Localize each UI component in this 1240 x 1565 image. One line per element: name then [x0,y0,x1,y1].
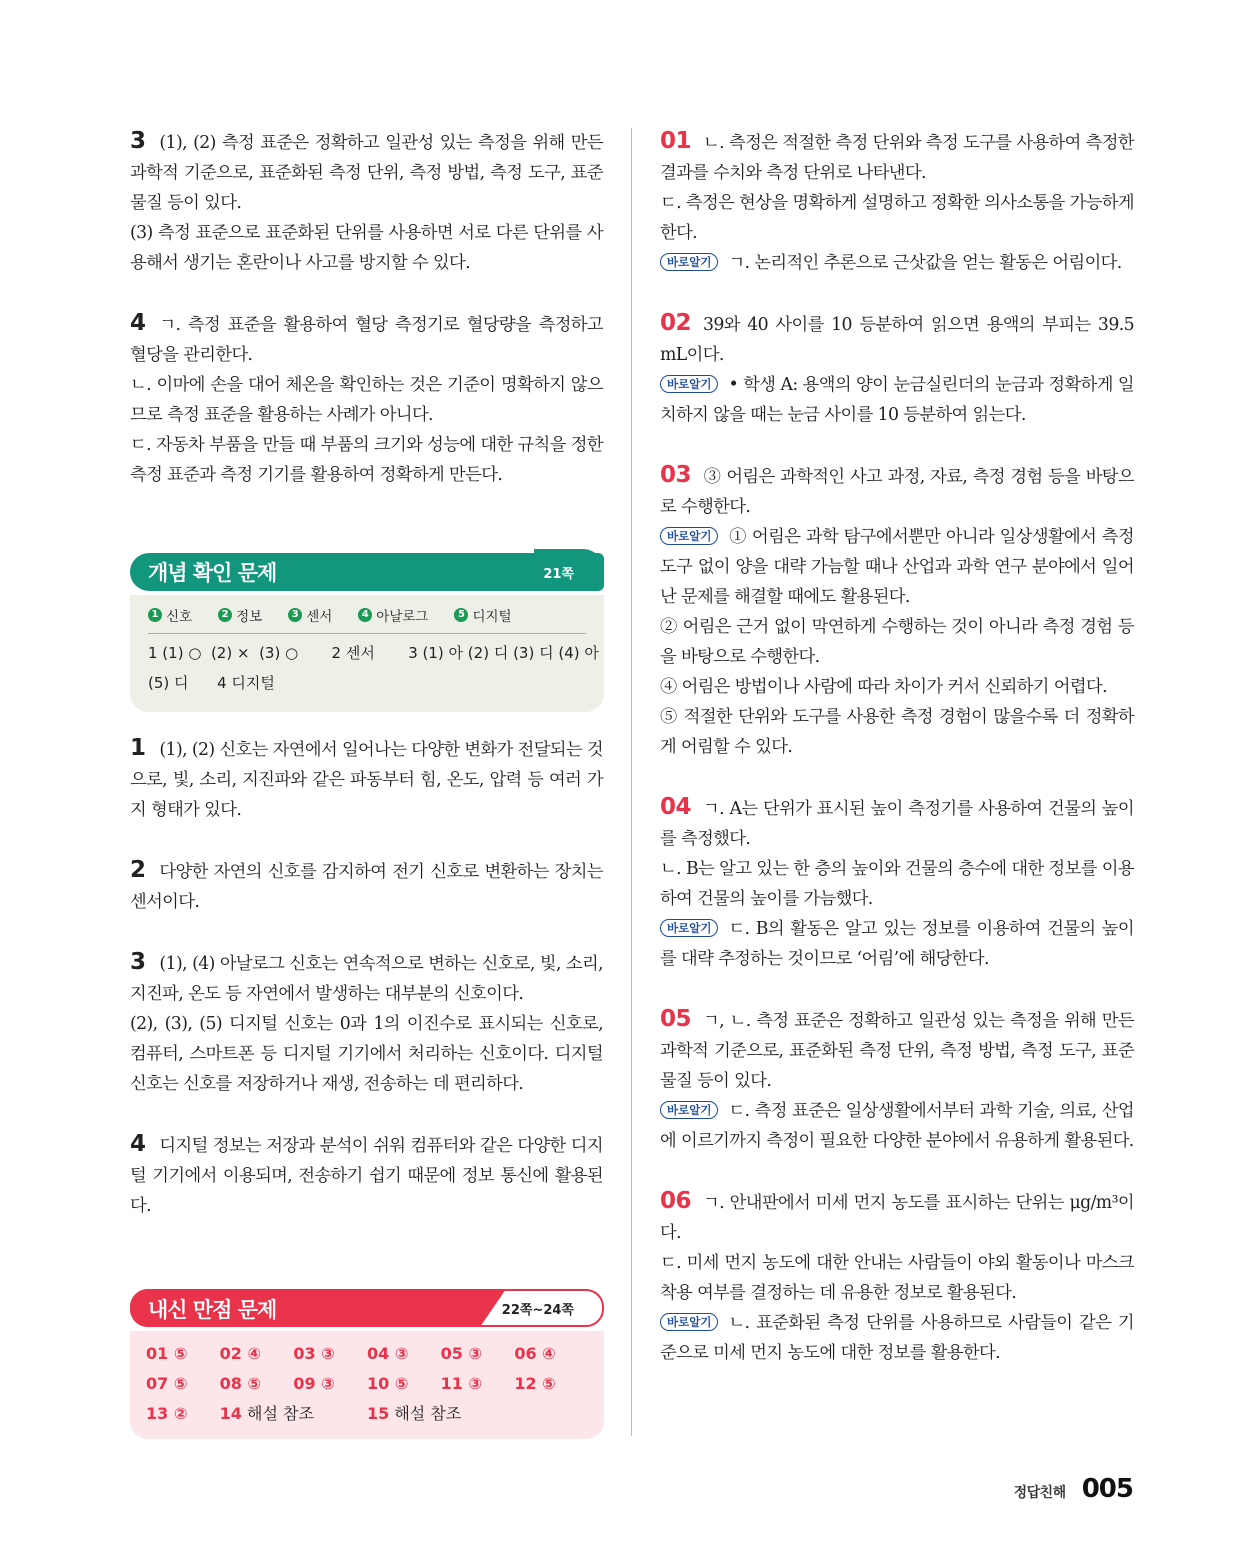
answer-text: ㄱ. 안내판에서 미세 먼지 농도를 표시하는 단위는 μg/m³이다. [660,1193,1134,1243]
keyword-item [358,605,428,625]
answer-item: 08 ⑤ [219,1374,262,1393]
page-footer [1014,1474,1133,1504]
keyword-item [218,605,262,625]
answer-text: ㄷ. 미세 먼지 농도에 대한 안내는 사람들이 야외 활동이나 마스크 착용 여부를 결정하는 데 유용한 정보로 활용된다. [660,1253,1134,1303]
keyword-text: 센서 [306,609,333,625]
answer-text: ㄴ. B는 알고 있는 한 층의 높이와 건물의 층수에 대한 정보를 이용하여 건물의 높이를 가늠했다. [660,859,1134,909]
number-circle-icon: 2 [218,608,232,622]
answer-item: 11 ③ [440,1374,483,1393]
block-number: 4 [130,310,146,336]
keyword-row [148,605,586,634]
block-number: 4 [130,1131,146,1157]
answer-text: ㄱ. A는 단위가 표시된 높이 측정기를 사용하여 건물의 높이를 측정했다. [660,799,1134,849]
answer-item: 01 ⑤ [146,1344,188,1363]
question-01-explanation [660,126,1134,278]
correction-text: ① 어림은 과학 탐구에서뿐만 아니라 일상생활에서 측정 도구 없이 양을 대략 가늠할 때나 산업과 과학 연구 분야에서 일어난 문제를 해결할 때에도 활용된다. [660,527,1134,607]
keyword-text: 디지털 [472,609,512,625]
keyword-item [288,605,332,625]
naesin-page: 22쪽~24쪽 [501,1303,574,1318]
answer-item: 02 ④ [219,1344,262,1363]
block-number: 1 [130,735,146,761]
number-circle-icon: 5 [454,608,468,622]
block-number: 2 [130,857,146,883]
correction-text: ㄷ. B의 활동은 알고 있는 정보를 이용하여 건물의 높이를 대략 추정하는 것이므로 ‘어림’에 해당한다. [660,919,1134,969]
question-02-explanation [660,308,1134,430]
concept-check-title: 개념 확인 문제 [148,561,277,585]
correction-text: ㄱ. 논리적인 추론으로 근삿값을 얻는 활동은 어림이다. [728,253,1122,273]
correction-tag: 바로알기 [660,253,718,271]
column-divider [631,128,632,1436]
keyword-text: 아날로그 [376,609,429,625]
answer-item: 05 ③ [440,1344,483,1363]
correction-tag: 바로알기 [660,1101,718,1119]
answer-text: (2), (3), (5) 디지털 신호는 0과 1의 이진수로 표시되는 신호로, 컴퓨터, 스마트폰 등 디지털 기기에서 처리하는 신호이다. 디지털 신호는 신호를 저장하거나 재생, 전송하는 데 편리하다. [130,1014,603,1094]
question-number: 04 [660,794,692,820]
question-04-explanation [660,792,1134,974]
block-number: 3 [130,128,146,154]
concept-answers-line: (5) 디 4 디지털 [148,674,275,692]
answer-text: (1), (4) 아날로그 신호는 연속적으로 변하는 신호로, 빛, 소리, 지진파, 온도 등 자연에서 발생하는 대부분의 신호이다. [130,954,603,1004]
right-column [660,126,1134,1368]
answer-text: ㄱ. 측정 표준을 활용하여 혈당 측정기로 혈당량을 측정하고 혈당을 관리한다. [130,315,603,365]
answer-text: ㄱ, ㄴ. 측정 표준은 정확하고 일관성 있는 측정을 위해 만든 과학적 기준으로, 표준화된 측정 단위, 측정 방법, 측정 도구, 표준 물질 등이 있다. [660,1011,1134,1091]
question-number: 02 [660,310,692,336]
correction-tag: 바로알기 [660,375,718,393]
answer-text: 다양한 자연의 신호를 감지하여 전기 신호로 변환하는 장치는 센서이다. [130,862,603,912]
concept-check-body [130,595,604,712]
answer-item: 09 ③ [293,1374,335,1393]
naesin-header [130,1289,604,1327]
keyword-item [148,605,192,625]
correction-text: ㄷ. 측정 표준은 일상생활에서부터 과학 기술, 의료, 산업에 이르기까지 측정이 필요한 다양한 분야에서 유용하게 활용된다. [660,1101,1134,1151]
answer-item: 13 ② [146,1404,188,1423]
answer-text: (3) 측정 표준으로 표준화된 단위를 사용하면 서로 다른 단위를 사용해서 생기는 혼란이나 사고를 방지할 수 있다. [130,223,603,273]
answer-text: ㄴ. 측정은 적절한 측정 단위와 측정 도구를 사용하여 측정한 결과를 수치와 측정 단위로 나타낸다. [660,133,1134,183]
answer-text: ㄴ. 이마에 손을 대어 체온을 확인하는 것은 기준이 명확하지 않으므로 측정 표준을 활용하는 사례가 아니다. [130,375,603,425]
naesin-body [130,1331,604,1439]
answer-item: 04 ③ [366,1344,409,1363]
question-06-explanation [660,1186,1134,1368]
answer-text: 디지털 정보는 저장과 분석이 쉬워 컴퓨터와 같은 다양한 디지털 기기에서 이용되며, 전송하기 쉽기 때문에 정보 통신에 활용된다. [130,1136,603,1216]
page-number: 005 [1081,1474,1133,1504]
question-number: 05 [660,1006,692,1032]
question-number: 01 [660,128,692,154]
correction-text: ⑤ 적절한 단위와 도구를 사용한 측정 경험이 많을수록 더 정확하게 어림할 수 있다. [660,707,1134,757]
correction-text: ㄴ. 표준화된 측정 단위를 사용하므로 사람들이 같은 기준으로 미세 먼지 농도에 대한 정보를 활용한다. [660,1313,1134,1363]
concept-check-page: 21쪽 [543,567,574,582]
block-number: 3 [130,949,146,975]
left-column-middle [130,733,603,1221]
answer-text: ㄷ. 자동차 부품을 만들 때 부품의 크기와 성능에 대한 규칙을 정한 측정 표준과 측정 기기를 활용하여 정확하게 만든다. [130,435,603,485]
answer-text: 39와 40 사이를 10 등분하여 읽으면 용액의 부피는 39.5 mL이다. [660,315,1134,365]
concept-check-box [130,553,604,712]
concept-explanation-3 [130,947,603,1099]
answer-text: ㄷ. 측정은 현상을 명확하게 설명하고 정확한 의사소통을 가능하게 한다. [660,193,1134,243]
question-03-explanation [660,460,1134,762]
keyword-text: 정보 [236,609,263,625]
naesin-title: 내신 만점 문제 [148,1298,277,1322]
number-circle-icon: 4 [358,608,372,622]
naesin-answer-box [130,1289,604,1439]
correction-tag: 바로알기 [660,1313,718,1331]
answer-item: 10 ⑤ [366,1374,409,1393]
concept-check-header [130,553,604,591]
concept-explanation-4 [130,1129,603,1221]
number-circle-icon: 3 [288,608,302,622]
correction-tag: 바로알기 [660,527,718,545]
answer-item: 12 ⑤ [514,1374,556,1393]
correction-tag: 바로알기 [660,919,718,937]
left-column-top [130,126,603,490]
answer-item: 14 해설 참조 [219,1404,314,1423]
answer-text: ③ 어림은 과학적인 사고 과정, 자료, 측정 경험 등을 바탕으로 수행한다. [660,467,1134,517]
number-circle-icon: 1 [148,608,162,622]
answer-text: (1), (2) 측정 표준은 정확하고 일관성 있는 측정을 위해 만든 과학적 기준으로, 표준화된 측정 단위, 측정 방법, 측정 도구, 표준 물질 등이 있다. [130,133,603,213]
answer-item: 03 ③ [293,1344,335,1363]
correction-text: ② 어림은 근거 없이 막연하게 수행하는 것이 아니라 측정 경험 등을 바탕으로 수행한다. [660,617,1134,667]
question-number: 03 [660,462,692,488]
keyword-item [454,605,511,625]
correction-text: • 학생 A: 용액의 양이 눈금실린더의 눈금과 정확하게 일치하지 않을 때는 눈금 사이를 10 등분하여 읽는다. [660,375,1134,425]
correction-text: ④ 어림은 방법이나 사람에 따라 차이가 커서 신뢰하기 어렵다. [660,677,1107,697]
concept-explanation-2 [130,855,603,917]
answer-item: 07 ⑤ [146,1374,188,1393]
footer-label: 정답친해 [1013,1485,1066,1501]
question-number: 06 [660,1188,692,1214]
answer-item: 06 ④ [514,1344,556,1363]
answer-item: 15 해설 참조 [366,1404,462,1423]
answer-text: (1), (2) 신호는 자연에서 일어나는 다양한 변화가 전달되는 것으로, 빛, 소리, 지진파와 같은 파동부터 힘, 온도, 압력 등 여러 가지 형태가 있다. [130,740,603,820]
question-05-explanation [660,1004,1134,1156]
answer-block-3 [130,126,603,278]
concept-answers-line: 1 (1) ○ (2) × (3) ○ 2 센서 3 (1) 아 (2) 디 (3) 디 (4) 아 [148,644,599,662]
answer-block-4 [130,308,603,490]
keyword-text: 신호 [166,609,193,625]
answer-grid [146,1341,588,1427]
concept-explanation-1 [130,733,603,825]
